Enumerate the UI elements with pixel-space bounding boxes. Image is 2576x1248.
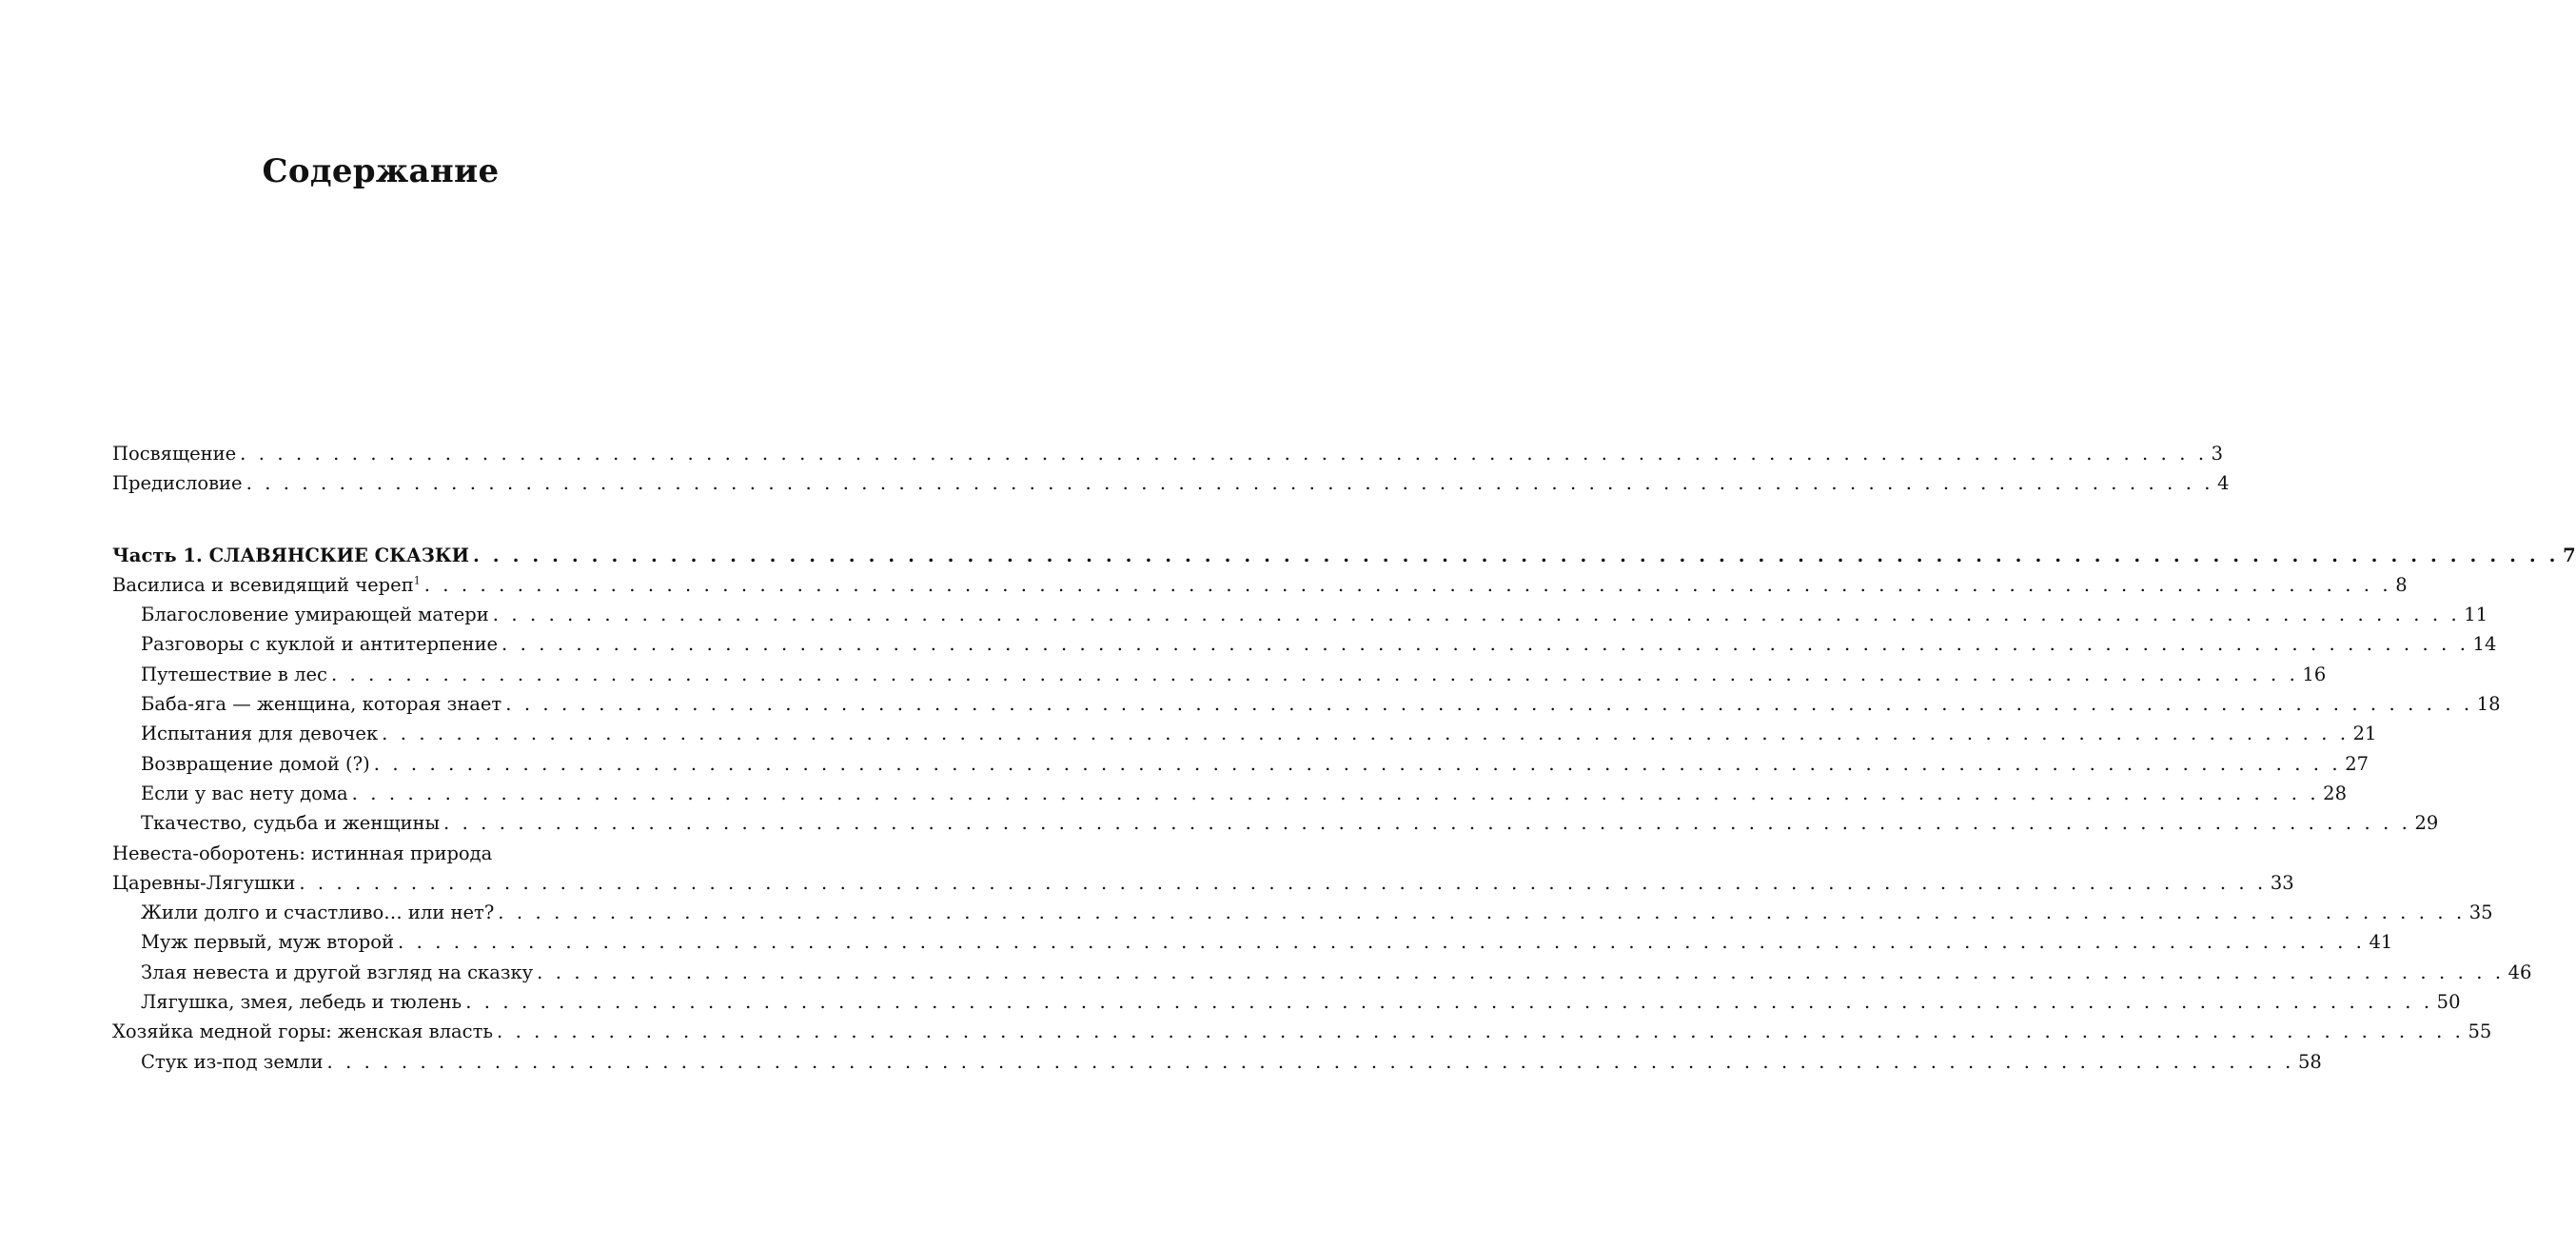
toc-subentry[interactable] (112, 901, 2493, 931)
section-spacer (112, 503, 645, 545)
toc-entry-label (112, 574, 421, 596)
toc-entry-label: Если у вас нету дома (141, 782, 348, 804)
toc-entry-label: Испытания для девочек (141, 723, 379, 745)
dot-leader (326, 1051, 2293, 1073)
toc-entry-label: Возвращение домой (?) (141, 752, 370, 775)
toc-entry-label: Злая невеста и другой взгляд на сказку (141, 961, 534, 983)
toc-entry-label: Царевны-Лягушки (112, 871, 296, 894)
dot-leader (465, 991, 2432, 1013)
dot-leader (505, 693, 2472, 715)
toc-entry[interactable] (112, 871, 2294, 901)
toc-entry-label: Муж первый, муж второй (141, 931, 394, 954)
toc-entry-label: Благословение умирающей матери (141, 604, 489, 626)
toc-subentry[interactable] (112, 693, 2501, 723)
toc-entry-preface[interactable] (112, 472, 2230, 502)
toc-page-number: 11 (2464, 604, 2488, 626)
toc-page-number: 7 (2563, 544, 2576, 566)
toc-page-number: 8 (2395, 573, 2408, 596)
dot-leader (374, 753, 2341, 775)
dot-leader (246, 472, 2213, 494)
toc-subentry[interactable] (112, 782, 2347, 812)
dot-leader (299, 872, 2266, 894)
toc-page-number: 46 (2507, 961, 2532, 983)
dot-leader (473, 545, 2559, 566)
footnote-marker: 1 (413, 574, 421, 587)
toc-page-number: 29 (2414, 812, 2439, 835)
toc-entry-label: Посвящение (112, 443, 237, 465)
dot-leader (424, 574, 2391, 596)
toc-page-number: 18 (2476, 693, 2501, 716)
dot-leader (352, 782, 2319, 804)
toc-page-number: 58 (2297, 1050, 2322, 1073)
toc-entry-label: Предисловие (112, 472, 243, 495)
toc-entry-label: Хозяйка медной горы: женская власть (112, 1020, 493, 1043)
toc-part-heading[interactable] (112, 544, 2576, 574)
dot-leader (382, 723, 2349, 744)
toc-entry-label: Путешествие в лес (141, 663, 327, 685)
toc-subentry[interactable] (112, 931, 2393, 961)
toc-subentry[interactable] (112, 723, 2377, 752)
dot-leader (498, 901, 2465, 923)
toc-entry-label: Стук из-под земли (141, 1050, 324, 1073)
dot-leader (537, 961, 2504, 983)
toc-page-number: 27 (2345, 752, 2370, 775)
toc-entry-label: Жили долго и счастливо… или нет? (141, 901, 495, 924)
table-of-contents (112, 443, 2576, 1080)
dot-leader (493, 604, 2460, 625)
toc-part-label: Часть 1. СЛАВЯНСКИЕ СКАЗКИ (112, 544, 470, 566)
toc-entry-line1[interactable] (112, 842, 645, 872)
toc-entry-label: Разговоры с куклой и антитерпение (141, 633, 499, 656)
toc-entry[interactable] (112, 573, 2408, 604)
toc-page-number: 35 (2468, 901, 2493, 924)
toc-entry-label: Невеста-оборотень: истинная природа (112, 842, 493, 864)
toc-page-number: 55 (2468, 1020, 2492, 1043)
toc-subentry[interactable] (112, 604, 2488, 633)
dot-leader (497, 1020, 2464, 1042)
toc-page-number: 21 (2352, 723, 2377, 745)
toc-entry-label: Ткачество, судьба и женщины (141, 812, 440, 835)
toc-page-number: 16 (2302, 663, 2327, 685)
toc-page-number: 4 (2217, 472, 2230, 495)
toc-page-number: 33 (2270, 871, 2294, 894)
toc-page-number: 50 (2436, 991, 2461, 1014)
toc-subentry[interactable] (112, 812, 2439, 842)
dot-leader (501, 633, 2468, 655)
toc-subentry[interactable] (112, 633, 2497, 663)
toc-entry-dedication[interactable] (112, 443, 2224, 472)
toc-page-number: 28 (2323, 782, 2347, 804)
toc-page-number: 41 (2369, 931, 2393, 954)
dot-leader (240, 443, 2207, 465)
toc-page-number: 3 (2211, 443, 2224, 465)
toc-entry-text: Василиса и всевидящий череп (112, 573, 414, 596)
dot-leader (398, 931, 2365, 953)
toc-entry[interactable] (112, 1020, 2492, 1050)
toc-subentry[interactable] (112, 991, 2461, 1020)
toc-entry-label: Лягушка, змея, лебедь и тюлень (141, 991, 462, 1014)
toc-subentry[interactable] (112, 1050, 2322, 1080)
toc-page-number: 14 (2472, 633, 2497, 656)
toc-subentry[interactable] (112, 752, 2370, 782)
page-title: Содержание (262, 152, 500, 190)
toc-entry-label: Баба-яга — женщина, которая знает (141, 693, 502, 716)
toc-subentry[interactable] (112, 663, 2327, 693)
dot-leader (331, 664, 2298, 685)
dot-leader (443, 812, 2410, 834)
toc-subentry[interactable] (112, 961, 2532, 991)
